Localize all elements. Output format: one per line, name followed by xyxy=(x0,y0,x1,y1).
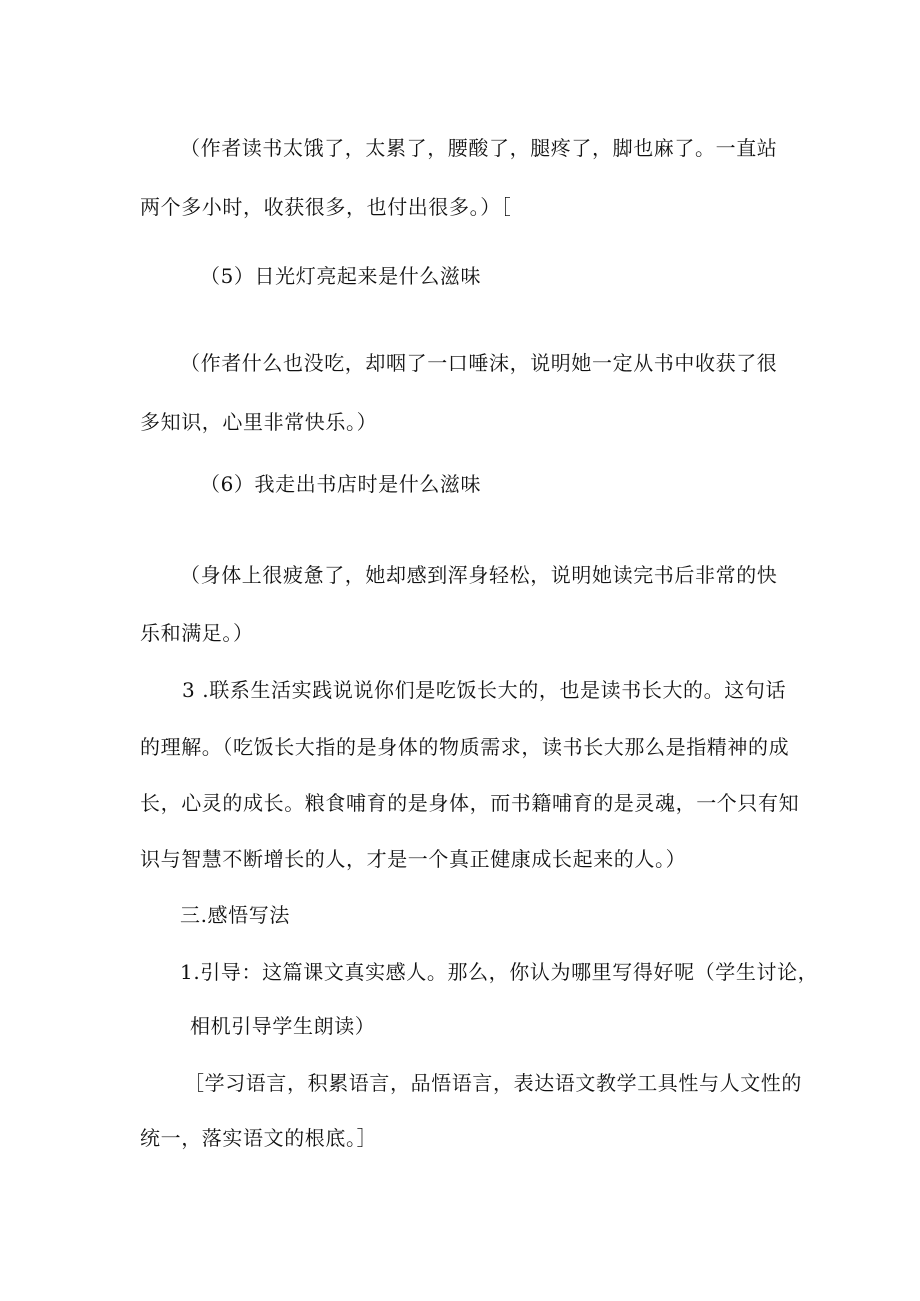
paragraph-line: 多知识，心里非常快乐。） xyxy=(140,410,378,434)
paragraph-line: 识与智慧不断增长的人，才是一个真正健康成长起来的人。） xyxy=(140,847,687,871)
paragraph-line: 乐和满足。） xyxy=(140,621,254,645)
paragraph-line: 两个多小时，收获很多，也付出很多。）［ xyxy=(140,195,512,219)
paragraph-line: 1.引导：这篇课文真实感人。那么，你认为哪里写得好呢（学生讨论， xyxy=(180,960,819,984)
paragraph-line: 的理解。（吃饭长大指的是身体的物质需求，读书长大那么是指精神的成 xyxy=(140,735,790,759)
paragraph-line: （作者读书太饿了，太累了，腰酸了，腿疼了，脚也麻了。一直站 xyxy=(180,136,778,160)
paragraph-line: 相机引导学生朗读） xyxy=(190,1014,376,1038)
paragraph-line: ［学习语言，积累语言，品悟语言，表达语文教学工具性与人文性的 xyxy=(184,1071,802,1095)
section-heading: （6）我走出书店时是什么滋味 xyxy=(200,472,482,496)
paragraph-line: 统一，落实语文的根底。］ xyxy=(140,1126,378,1150)
paragraph-line: 长，心灵的成长。粮食哺育的是身体，而书籍哺育的是灵魂，一个只有知 xyxy=(140,791,800,815)
paragraph-line: （身体上很疲惫了，她却感到浑身轻松，说明她读完书后非常的快 xyxy=(180,563,778,587)
section-heading: （5）日光灯亮起来是什么滋味 xyxy=(200,264,482,288)
section-heading: 三.感悟写法 xyxy=(180,903,290,927)
paragraph-line: 3 .联系生活实践说说你们是吃饭长大的，也是读书长大的。这句话 xyxy=(182,678,787,702)
paragraph-line: （作者什么也没吃，却咽了一口唾沫，说明她一定从书中收获了很 xyxy=(180,351,778,375)
